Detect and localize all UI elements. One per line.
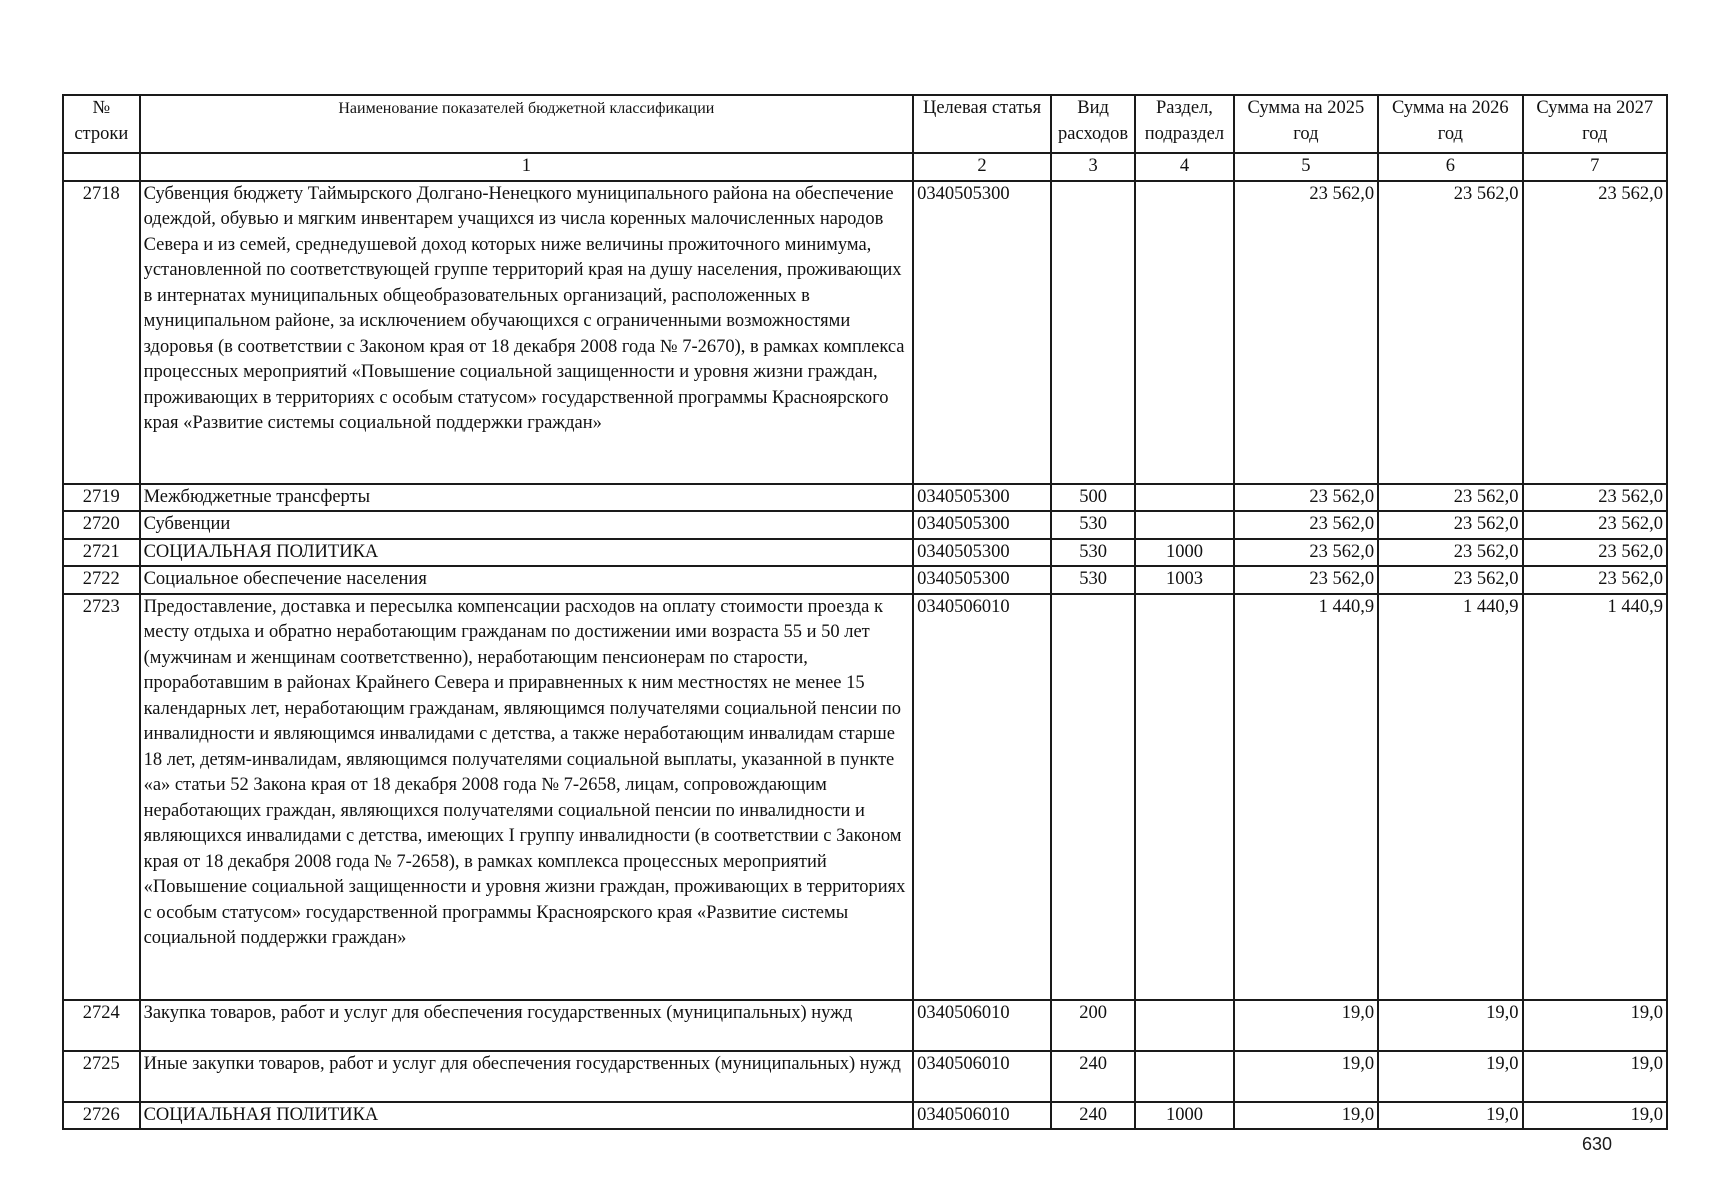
row-number: 2721 (63, 539, 140, 567)
row-name: Субвенция бюджету Таймырского Долгано-Ненецкого муниципального района на обеспечение одеждой, обувью и мягким инвентарем учащихся из числа коренных малочисленных народов Севера и из семей, среднедушевой доход которых ниже величины прожиточного минимума, установленной по соответствующей группе территорий края на душу населения, проживающих в интернатах муниципальных общеобразовательных организаций, расположенных в муниципальном районе, за исключением обучающихся с ограниченными возможностями здоровья (в соответствии с Законом края от 18 декабря 2008 года № 7-2670), в рамках комплекса процессных мероприятий «Повышение социальной защищенности и уровня жизни граждан, проживающих в территориях с особым статусом» государственной программы Красноярского края «Развитие системы социальной поддержки граждан» (140, 181, 914, 484)
row-number: 2722 (63, 566, 140, 594)
row-sum-2026: 23 562,0 (1378, 181, 1522, 484)
row-number: 2719 (63, 484, 140, 512)
row-section (1135, 1000, 1233, 1051)
row-name: СОЦИАЛЬНАЯ ПОЛИТИКА (140, 539, 914, 567)
row-sum-2025: 23 562,0 (1234, 539, 1378, 567)
row-target-article: 0340505300 (913, 511, 1051, 539)
row-sum-2026: 19,0 (1378, 1051, 1522, 1102)
row-sum-2026: 23 562,0 (1378, 566, 1522, 594)
column-number: 2 (913, 153, 1051, 181)
row-number: 2718 (63, 181, 140, 484)
row-sum-2025: 1 440,9 (1234, 594, 1378, 1000)
row-target-article: 0340506010 (913, 1051, 1051, 1102)
row-section (1135, 511, 1233, 539)
row-sum-2027: 19,0 (1523, 1000, 1667, 1051)
row-expense-type: 240 (1051, 1102, 1135, 1130)
table-row (63, 566, 1667, 594)
row-expense-type (1051, 181, 1135, 484)
table-row (63, 484, 1667, 512)
header-sum-2027: Сумма на 2027 год (1523, 95, 1667, 153)
row-number: 2724 (63, 1000, 140, 1051)
row-sum-2027: 23 562,0 (1523, 511, 1667, 539)
row-sum-2025: 19,0 (1234, 1000, 1378, 1051)
header-indicator-name: Наименование показателей бюджетной классификации (140, 95, 914, 153)
row-target-article: 0340505300 (913, 181, 1051, 484)
row-section: 1000 (1135, 1102, 1233, 1130)
row-sum-2026: 19,0 (1378, 1102, 1522, 1130)
column-number (63, 153, 140, 181)
row-sum-2026: 23 562,0 (1378, 539, 1522, 567)
column-number-row (63, 153, 1667, 181)
table-row (63, 539, 1667, 567)
row-name: Социальное обеспечение населения (140, 566, 914, 594)
row-name: Закупка товаров, работ и услуг для обеспечения государственных (муниципальных) нужд (140, 1000, 914, 1051)
row-sum-2026: 19,0 (1378, 1000, 1522, 1051)
table-row (63, 1051, 1667, 1102)
header-expense-type: Вид расходов (1051, 95, 1135, 153)
row-section (1135, 594, 1233, 1000)
table-row (63, 511, 1667, 539)
page-number: 630 (1582, 1134, 1613, 1154)
row-expense-type: 530 (1051, 566, 1135, 594)
row-name: Межбюджетные трансферты (140, 484, 914, 512)
header-target-article: Целевая статья (913, 95, 1051, 153)
row-expense-type: 530 (1051, 539, 1135, 567)
row-section (1135, 484, 1233, 512)
row-expense-type: 200 (1051, 1000, 1135, 1051)
row-name: СОЦИАЛЬНАЯ ПОЛИТИКА (140, 1102, 914, 1130)
row-expense-type: 500 (1051, 484, 1135, 512)
row-name: Субвенции (140, 511, 914, 539)
column-number: 3 (1051, 153, 1135, 181)
row-target-article: 0340506010 (913, 1102, 1051, 1130)
row-section (1135, 1051, 1233, 1102)
row-section: 1000 (1135, 539, 1233, 567)
header-section: Раздел, подраздел (1135, 95, 1233, 153)
row-sum-2027: 23 562,0 (1523, 484, 1667, 512)
row-number: 2726 (63, 1102, 140, 1130)
column-number: 5 (1234, 153, 1378, 181)
row-section: 1003 (1135, 566, 1233, 594)
table-row (63, 181, 1667, 484)
row-sum-2026: 23 562,0 (1378, 511, 1522, 539)
row-sum-2027: 23 562,0 (1523, 539, 1667, 567)
row-name: Предоставление, доставка и пересылка компенсации расходов на оплату стоимости проезда к месту отдыха и обратно неработающим гражданам по достижении ими возраста 55 и 50 лет (мужчинам и женщинам соответственно), неработающим пенсионерам по старости, проработавшим в районах Крайнего Севера и приравненных к ним местностях не менее 15 календарных лет, неработающим гражданам, являющимся получателями социальной пенсии по инвалидности и являющимся инвалидами с детства, а также неработающим инвалидам старше 18 лет, детям-инвалидам, являющимся получателями социальной выплаты, указанной в пункте «а» статьи 52 Закона края от 18 декабря 2008 года № 7-2658, лицам, сопровождающим неработающих граждан, являющихся получателями социальной пенсии по инвалидности и являющихся инвалидами с детства, имеющих I группу инвалидности (в соответствии с Законом края от 18 декабря 2008 года № 7-2658), в рамках комплекса процессных мероприятий «Повышение социальной защищенности и уровня жизни граждан, проживающих в территориях с особым статусом» государственной программы Красноярского края «Развитие системы социальной поддержки граждан» (140, 594, 914, 1000)
row-sum-2025: 23 562,0 (1234, 484, 1378, 512)
document-page (62, 94, 1668, 1130)
column-number: 1 (140, 153, 914, 181)
row-number: 2725 (63, 1051, 140, 1102)
table-row (63, 1000, 1667, 1051)
row-sum-2027: 1 440,9 (1523, 594, 1667, 1000)
column-number: 6 (1378, 153, 1522, 181)
table-row (63, 1102, 1667, 1130)
row-expense-type (1051, 594, 1135, 1000)
budget-table (62, 94, 1668, 1130)
row-expense-type: 530 (1051, 511, 1135, 539)
row-target-article: 0340505300 (913, 539, 1051, 567)
row-target-article: 0340506010 (913, 1000, 1051, 1051)
column-number: 4 (1135, 153, 1233, 181)
row-number: 2720 (63, 511, 140, 539)
row-section (1135, 181, 1233, 484)
table-row (63, 594, 1667, 1000)
row-sum-2025: 23 562,0 (1234, 566, 1378, 594)
row-sum-2025: 23 562,0 (1234, 511, 1378, 539)
row-name: Иные закупки товаров, работ и услуг для обеспечения государственных (муниципальных) нужд (140, 1051, 914, 1102)
header-sum-2026: Сумма на 2026 год (1378, 95, 1522, 153)
row-number: 2723 (63, 594, 140, 1000)
row-target-article: 0340505300 (913, 566, 1051, 594)
row-sum-2026: 1 440,9 (1378, 594, 1522, 1000)
row-target-article: 0340505300 (913, 484, 1051, 512)
header-sum-2025: Сумма на 2025 год (1234, 95, 1378, 153)
column-number: 7 (1523, 153, 1667, 181)
row-sum-2027: 23 562,0 (1523, 181, 1667, 484)
header-row-number: № строки (63, 95, 140, 153)
row-sum-2025: 19,0 (1234, 1102, 1378, 1130)
row-sum-2026: 23 562,0 (1378, 484, 1522, 512)
row-expense-type: 240 (1051, 1051, 1135, 1102)
row-sum-2027: 23 562,0 (1523, 566, 1667, 594)
row-sum-2025: 19,0 (1234, 1051, 1378, 1102)
row-target-article: 0340506010 (913, 594, 1051, 1000)
row-sum-2027: 19,0 (1523, 1051, 1667, 1102)
row-sum-2025: 23 562,0 (1234, 181, 1378, 484)
row-sum-2027: 19,0 (1523, 1102, 1667, 1130)
table-header-row (63, 95, 1667, 153)
